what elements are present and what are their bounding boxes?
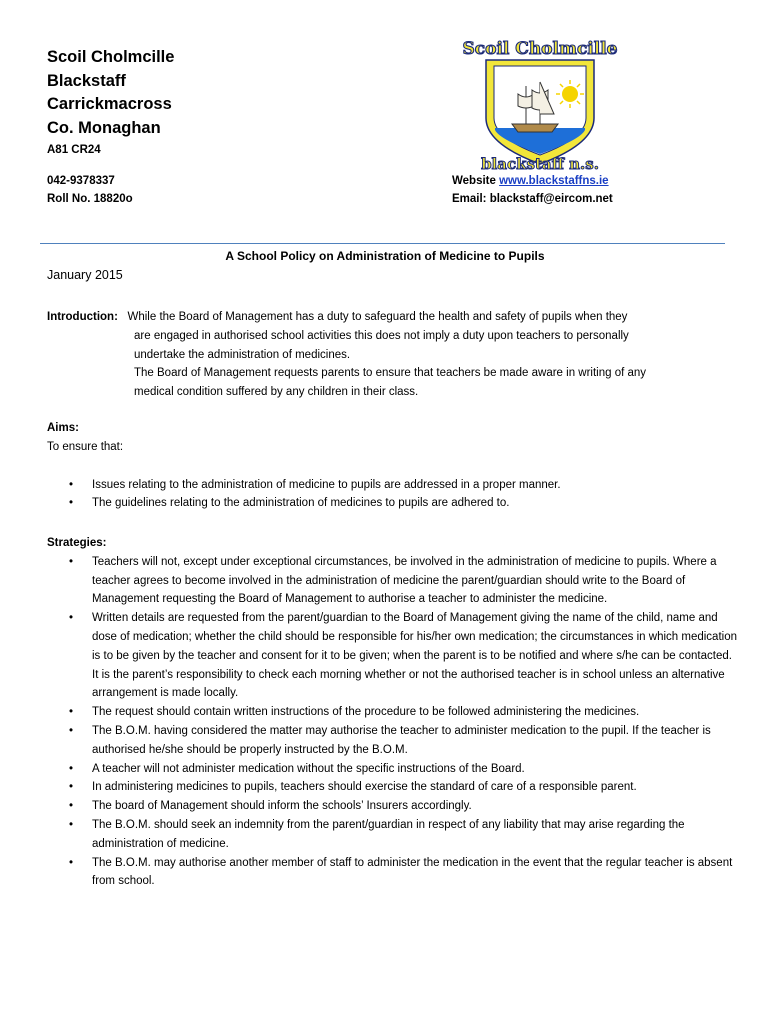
website-label: Website [452,175,500,187]
strategies-heading: Strategies: [47,537,107,549]
address-line: Carrickmacross [47,95,172,113]
list-item: • The board of Management should inform the schools’ Insurers accordingly. [47,797,737,816]
introduction-body [47,308,737,402]
aims-intro: To ensure that: [47,440,124,453]
contact-left [47,172,133,208]
intro-line: medical condition suffered by any children in their class. [134,386,419,399]
school-crest-logo [440,36,640,174]
aims-list [47,476,737,514]
contact-right [452,172,613,208]
address-line: Scoil Cholmcille [47,48,175,66]
address-line: Co. Monaghan [47,118,161,137]
aims-section [47,419,737,513]
email-line: Email: blackstaff@eircom.net [452,193,613,205]
intro-line [47,308,737,327]
roll-number: Roll No. 18820o [47,193,133,205]
intro-line: undertake the administration of medicines. [134,348,351,361]
logo-top-text: Scoil Cholmcille [462,39,618,59]
list-item: • The B.O.M. may authorise another member of staff to administer the medication in the event that the regular teacher is absent from school. [47,854,737,892]
intro-line: The Board of Management requests parents to ensure that teachers be made aware in writing of any [134,367,647,380]
logo-bottom-text: blackstaff n.s. [481,155,599,173]
introduction-label: Introduction: [47,311,118,323]
eircode: A81 CR24 [47,144,101,156]
school-address [47,46,174,158]
phone-number: 042-9378337 [47,175,115,187]
website-line [452,172,613,190]
list-item: • A teacher will not administer medication without the specific instructions of the Board. [47,760,737,779]
introduction-section [47,308,737,402]
list-item: • Written details are requested from the parent/guardian to the Board of Management giving the name of the child, name and dose of medication; whether the child should be responsible for his/her own medication; the circumstances in which medication is to be given by the teacher and consent for it to be given; when the parent is to be notified and where s/he can be contacted. It is the parent’s responsibility to check each morning whether or not the authorised teacher is in school unless an alternative arrangement is made locally. [47,609,737,703]
header-divider [40,243,725,244]
strategies-section [47,534,737,891]
aims-heading: Aims: [47,422,79,434]
list-item: • The guidelines relating to the administration of medicines to pupils are adhered to. [47,494,737,513]
list-item: • The B.O.M. should seek an indemnity from the parent/guardian in respect of any liability that may arise regarding the administration of medicine. [47,816,737,854]
list-item: • In administering medicines to pupils, teachers should exercise the standard of care of a responsible parent. [47,778,737,797]
strategies-list [47,553,737,891]
list-item: • Issues relating to the administration of medicine to pupils are addressed in a proper manner. [47,476,737,495]
intro-line: are engaged in authorised school activities this does not imply a duty upon teachers to personally [134,329,629,342]
list-item: • The request should contain written instructions of the procedure to be followed administering the medicines. [47,703,737,722]
document-title: A School Policy on Administration of Medicine to Pupils [225,249,545,263]
list-item: • The B.O.M. having considered the matter may authorise the teacher to administer medication to the pupil. If the teacher is authorised he/she should be properly instructed by the B.O.M. [47,722,737,760]
document-date: January 2015 [47,268,123,282]
list-item: • Teachers will not, except under exceptional circumstances, be involved in the administration of medicine to pupils. Where a teacher agrees to become involved in the administration of medicine the parent/guardian should write to the Board of Management requesting the Board of Management to authorise a teacher to administer the medicine. [47,553,737,609]
intro-text: While the Board of Management has a duty to safeguard the health and safety of pupils when they [127,311,628,323]
website-link[interactable]: www.blackstaffns.ie [499,175,609,187]
address-line: Blackstaff [47,71,126,90]
